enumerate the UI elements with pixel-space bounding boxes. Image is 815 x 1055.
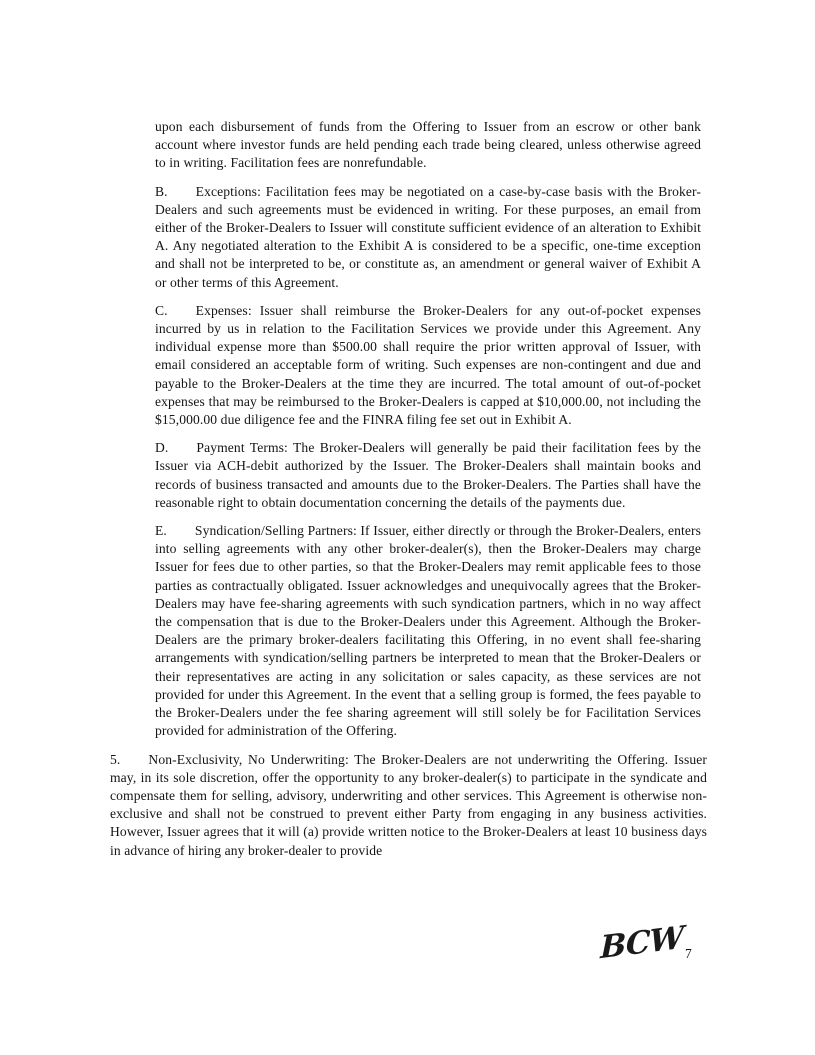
section-e-title: Syndication/Selling Partners: <box>194 523 357 539</box>
page-number: 7 <box>685 946 692 961</box>
section-c-title: Expenses: <box>195 302 252 318</box>
section-b-paragraph <box>155 183 701 292</box>
continuation-paragraph: upon each disbursement of funds from the Offering to Issuer from an escrow or other bank account where investor funds are held pending each trade being cleared, unless otherwise agreed to in writing. Facilitation fees are nonrefundable. <box>155 119 701 171</box>
item-5-title: Non-Exclusivity, No Underwriting: <box>148 751 349 767</box>
section-b-body: Facilitation fees may be negotiated on a case-by-case basis with the Broker-Dealers and such agreements must be evidenced in writing. For these purposes, an email from either of the Broker-Dealers to Issuer will constitute sufficient evidence of an alteration to Exhibit A. Any negotiated alteration to the Exhibit A is considered to be a specific, one-time exception and shall not be interpreted to be, or constitute as, an amendment or general waiver of Exhibit A or other terms of this Agreement. <box>155 183 702 290</box>
section-c-label: C. <box>155 302 168 318</box>
item-5-label: 5. <box>110 751 121 767</box>
section-e-body: If Issuer, either directly or through the Broker-Dealers, enters into selling agreements with any other broker-dealer(s), then the Broker-Dealers may charge Issuer for fees due to other parties, so that the Broker-Dealers may remit applicable fees to those parties as contractually obligated. Issuer acknowledges and unequivocally agrees that the Broker-Dealers may have fee-sharing agreements with such syndication partners, which in no way affect the compensation that is due to the Broker-Dealers under this Agreement. Although the Broker-Dealers are the primary broker-dealers facilitating this Offering, in no event shall fee-sharing arrangements with syndication/selling partners be interpreted to mean that the Broker-Dealers or their representatives are acting in any solicitation or sales capacity, as these services are not provided for under this Agreement. In the event that a selling group is formed, the fees payable to the Broker-Dealers under the fee sharing agreement will still solely be for Facilitation Services provided for administration of the Offering. <box>155 523 702 739</box>
document-body <box>110 118 707 870</box>
section-d-body: The Broker-Dealers will generally be paid their facilitation fees by the Issuer via ACH-debit authorized by the Issuer. The Broker-Dealers shall maintain books and records of business transacted and amounts due to the Broker-Dealers. The Parties shall have the reasonable right to obtain documentation concerning the details of the payments due. <box>155 440 701 510</box>
signature-initials: BCW <box>599 919 684 967</box>
item-5-body: The Broker-Dealers are not underwriting the Offering. Issuer may, in its sole discretion, offer the opportunity to any broker-dealer(s) to participate in the syndicate and compensate them for selling, advisory, underwriting and other services. This Agreement is otherwise non-exclusive and shall not be construed to prevent either Party from engaging in any business activities. However, Issuer agrees that it will (a) provide written notice to the Broker-Dealers at least 10 business days in advance of hiring any broker-dealer to provide <box>110 751 707 858</box>
section-e-label: E. <box>155 523 167 539</box>
section-c-paragraph <box>155 302 701 429</box>
section-d-label: D. <box>155 440 169 456</box>
section-d-paragraph <box>155 439 701 512</box>
section-d-title: Payment Terms: <box>196 440 288 456</box>
section-b-title: Exceptions: <box>195 183 261 199</box>
item-5-paragraph <box>110 751 707 860</box>
section-c-body: Issuer shall reimburse the Broker-Dealers for any out-of-pocket expenses incurred by us in relation to the Facilitation Services we provide under this Agreement. Any individual expense more than $500.00 shall require the prior written approval of Issuer, with email considered an acceptable form of writing. Such expenses are non-contingent and due and payable to the Broker-Dealers at the time they are incurred. The total amount of out-of-pocket expenses that may be reimbursed to the Broker-Dealers is capped at $10,000.00, not including the $15,000.00 due diligence fee and the FINRA filing fee set out in Exhibit A. <box>155 302 701 428</box>
section-b-label: B. <box>155 183 168 199</box>
section-e-paragraph <box>155 522 701 740</box>
